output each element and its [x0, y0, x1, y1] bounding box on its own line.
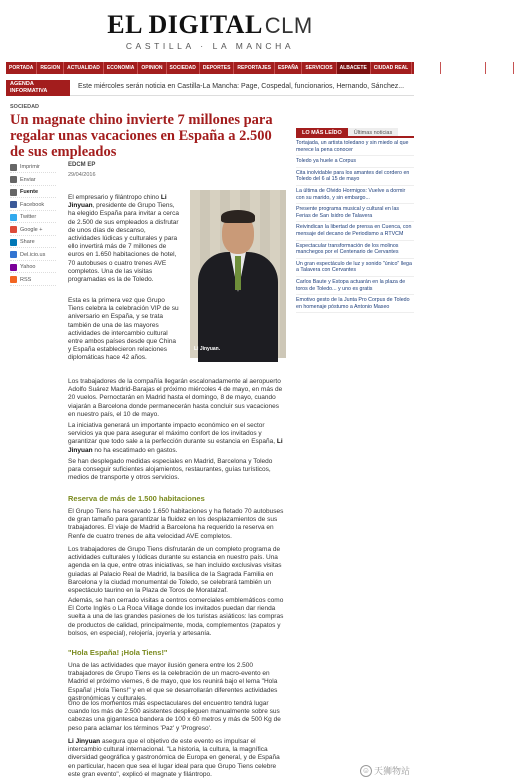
tool-label: Twitter [20, 214, 37, 220]
rss-icon [10, 276, 17, 283]
article-paragraph-1: El empresario y filántropo chino Li Jinyuan, presidente de Grupo Tiens, ha elegido España para invitar a cerca de 2.500 de sus empleados a disfrutar de unos días de descanso, actividades lúdicas y culturales y para ello invertirá más de 7 millones de euros en 1.650 habitaciones de hotel, 70 autobuses o cuatro trenes AVE completos. Una de las visitas programadas es la de Toledo. [68, 194, 179, 284]
tool-yahoo[interactable] [10, 262, 56, 273]
article-paragraph-4: La iniciativa generará un importante impacto económico en el sector servicios ya que para asegurar el máximo confort de los invitados y garantizar que todo sale a la perfección durante su estancia en España, Li Jinyuan no ha escatimado en gastos. [68, 422, 283, 454]
nav-item-economia[interactable]: ECONOMIA [104, 62, 139, 74]
ticker-label-line2: INFORMATIVA [10, 88, 48, 94]
tool-label: Yahoo [20, 264, 36, 270]
article-paragraph-6: El Grupo Tiens ha reservado 1.650 habitaciones y ha fletado 70 autobuses de gran tamaño para garantizar la fluidez en los desplazamientos de sus trabajadores. El viaje de Madrid a Barcelona ha requerido la reserva en Renfe de cuatro trenes de alta velocidad AVE completos. [68, 508, 284, 540]
tool-linkedin[interactable] [10, 237, 56, 248]
article-date: 29/04/2016 [68, 172, 96, 178]
tool-label: RSS [20, 276, 32, 283]
section-label: SOCIEDAD [10, 104, 40, 110]
yahoo-icon [10, 264, 17, 271]
nav-item-region[interactable]: REGION [37, 62, 64, 74]
nav-item-sociedad[interactable]: SOCIEDAD [167, 62, 200, 74]
tool-label: Imprimir [20, 164, 40, 170]
article-paragraph-7: Los trabajadores de Grupo Tiens disfrutarán de un completo programa de actividades culturales y lúdicas durante su estancia en nuestro país. Una agenda en la que, entre otras iniciativas, se han incluido exclusivas visitas guiadas al Palacio Real de Madrid, la basílica de la Sagrada Familia en Barcelona y la ciudad monumental de Toledo, se celebrará también un espectáculo taurino en la Plaza de Toros de Moratalzaf. [68, 546, 282, 595]
tab-most-read[interactable]: LO MÁS LEÍDO [296, 128, 348, 136]
article-photo [190, 190, 286, 358]
watermark-logo-icon: ☺ [361, 765, 371, 775]
person-name: Li Jinyuan [68, 738, 101, 745]
masthead [0, 0, 420, 60]
nav-item-españa[interactable]: ESPAÑA [275, 62, 302, 74]
tool-print[interactable] [10, 162, 56, 173]
most-read-item[interactable]: Tortajada, un artista toledano y sin miedo al que merece la pena conocer [296, 138, 414, 156]
linkedin-icon [10, 239, 17, 246]
article-paragraph-5: Se han desplegado medidas especiales en Madrid, Barcelona y Toledo para conseguir suficientes alojamientos, restaurantes, guías turísticos, medios de transporte y otros servicios. [68, 458, 273, 482]
ticker-label[interactable] [6, 80, 70, 96]
most-read-item[interactable]: Carlos Baute y Estopa actuarán en la plaza de toros de Toledo... y uno es gratis [296, 277, 414, 295]
most-read-item[interactable]: Emotivo gesto de la Junta Pro Corpus de Toledo en homenaje póstumo a Antonio Maseo [296, 295, 414, 313]
mail-icon [10, 176, 17, 183]
site-logo-subtitle: CASTILLA · LA MANCHA [125, 41, 295, 51]
photo-caption: Li Jinyuan. [194, 346, 221, 352]
tool-font-size[interactable] [10, 187, 56, 198]
site-logo-suffix: CLM [264, 13, 313, 38]
nav-item-guadalajara[interactable]: GUADALAJARA [441, 62, 487, 74]
article-byline: EDCM EP [68, 162, 96, 168]
tool-google-plus[interactable] [10, 225, 56, 236]
delicious-icon [10, 251, 17, 258]
nav-item-reportajes[interactable]: REPORTAJES [234, 62, 275, 74]
article-paragraph-3: Los trabajadores de la compañía llegarán escalonadamente al aeropuerto Adolfo Suárez Madrid-Barajas el próximo miércoles 4 de mayo, en más de 20 vuelos. Pernoctarán en Madrid hasta el domingo, 8 de mayo, cuando viajarán a Barcelona donde permanecerán hasta concluir sus vacaciones en nuestro país, el 10 de mayo. [68, 378, 283, 418]
nav-item-deportes[interactable]: DEPORTES [200, 62, 235, 74]
nav-item-ciudad-real[interactable]: CIUDAD REAL [371, 62, 412, 74]
print-icon [10, 164, 17, 171]
twitter-icon [10, 214, 17, 221]
tool-label: Enviar [20, 176, 36, 183]
most-read-item[interactable]: Espectacular transformación de los molinos manchegos por el Centenario de Cervantes [296, 241, 414, 259]
most-read-item[interactable]: Toledo ya huele a Corpus [296, 156, 414, 168]
tool-label: Share [20, 239, 35, 245]
tool-label: Fuente [20, 189, 39, 195]
subheading-hola-espana: "Hola España! ¡Hola Tiens!" [68, 648, 168, 657]
tool-mail[interactable] [10, 175, 56, 186]
photo-tie [235, 256, 241, 290]
font-size-icon [10, 189, 17, 196]
most-read-item[interactable]: Reivindican la libertad de prensa en Cuenca, con mensaje del decano de Periodismo a RTVCM [296, 222, 414, 240]
article-paragraph-9: Una de las actividades que mayor ilusión genera entre los 2.500 trabajadores de Grupo Tiens es la celebración de un macro-evento en Madrid el próximo viernes, 6 de mayo, que los reunirá bajo el lema "Hola España! ¡Hola Tiens!" y en el que se desarrollarán diferentes actividades gastronómicas y culturales. [68, 662, 278, 702]
main-nav [6, 62, 511, 74]
tool-delicious[interactable] [10, 250, 56, 261]
most-read-item[interactable]: La última de Olvido Hormigos: Vuelve a dormir con su marido, y sin embargo... [296, 186, 414, 204]
watermark-text: 天狮物站 [374, 766, 411, 776]
person-name: Li Jinyuan [68, 438, 283, 454]
ticker-label-line1: AGENDA [10, 81, 34, 87]
most-read-item[interactable]: Cita inolvidable para los amantes del cordero en Toledo del 6 al 15 de mayo [296, 168, 414, 186]
nav-item-servicios[interactable]: SERVICIOS [302, 62, 336, 74]
facebook-icon [10, 201, 17, 208]
article-tools [10, 162, 56, 287]
nav-item-cuenca[interactable]: CUENCA [412, 62, 440, 74]
article-paragraph-11: Li Jinyuan asegura que el objetivo de este evento es impulsar el intercambio cultural internacional. "La historia, la cultura, la magnífica diversidad geográfica y gastronómica de Europa en general, y de España en particular, hacen que sea el lugar ideal para que Grupo Tiens celebre este gran evento", explicó el magnate y filántropo. [68, 738, 280, 778]
tool-label: Del.icio.us [20, 251, 46, 258]
nav-item-portada[interactable]: PORTADA [6, 62, 37, 74]
tool-label: Google + [20, 226, 43, 233]
news-ticker [6, 80, 414, 96]
article-paragraph-8: Además, se han cerrado visitas a centros comerciales emblemáticos como El Corte Inglés o La Roca Village donde los invitados puedan dar rienda suelta a una de las grandes pasiones de los turistas asiáticos: las compras de productos de calidad, principalmente, moda, complementos (zapatos y bolsos, en especial), relojería, joyería y artesanía. [68, 597, 284, 637]
site-logo-title: EL DIGITAL [107, 10, 263, 39]
watermark [360, 764, 410, 777]
nav-item-actualidad[interactable]: ACTUALIDAD [64, 62, 104, 74]
tool-facebook[interactable] [10, 200, 56, 211]
most-read-list [296, 138, 414, 313]
most-read-item[interactable]: Presente programa musical y cultural en las Ferias de San Isidro de Talavera [296, 204, 414, 222]
nav-item-toledo[interactable]: TOLEDO [486, 62, 514, 74]
nav-item-albacete[interactable]: ALBACETE [337, 62, 371, 74]
subheading-reservations: Reserva de más de 1.500 habitaciones [68, 494, 205, 503]
article-paragraph-10: Uno de los momentos más espectaculares del encuentro tendrá lugar cuando los más de 2.500 asistentes desplieguen manualmente sobre sus cabezas una gigantesca bandera de 100 x 60 metros y más de 500 Kg de peso para aclamar los términos 'Paz' y 'Progreso'. [68, 700, 281, 732]
nav-item-opinion[interactable]: OPINION [138, 62, 166, 74]
tool-label: Facebook [20, 201, 45, 208]
sidebar-most-read [296, 128, 414, 313]
article-paragraph-2: Esta es la primera vez que Grupo Tiens celebra la celebración VIP de su aniversario en España, y se trata también de una de las mayores actividades de intercambio cultural entre ambos países desde que China y España establecieron relaciones diplomáticas hace 42 años. [68, 297, 179, 362]
tool-rss[interactable] [10, 275, 56, 286]
sidebar-tabs [296, 128, 414, 138]
article-headline: Un magnate chino invierte 7 millones para regalar unas vacaciones en España a 2.500 de sus empleados [10, 112, 273, 160]
person-name: Li Jinyuan [68, 194, 167, 210]
ticker-headline[interactable]: Este miércoles serán noticia en Castilla-La Mancha: Page, Cospedal, funcionarios, Hernando, Sánchez... [78, 83, 405, 90]
tab-latest-news[interactable]: Últimas noticias [348, 128, 399, 136]
most-read-item[interactable]: Un gran espectáculo de luz y sonido "único" llega a Talavera con Cervantes [296, 259, 414, 277]
tool-twitter[interactable] [10, 212, 56, 223]
site-logo[interactable] [0, 10, 420, 40]
google-plus-icon [10, 226, 17, 233]
